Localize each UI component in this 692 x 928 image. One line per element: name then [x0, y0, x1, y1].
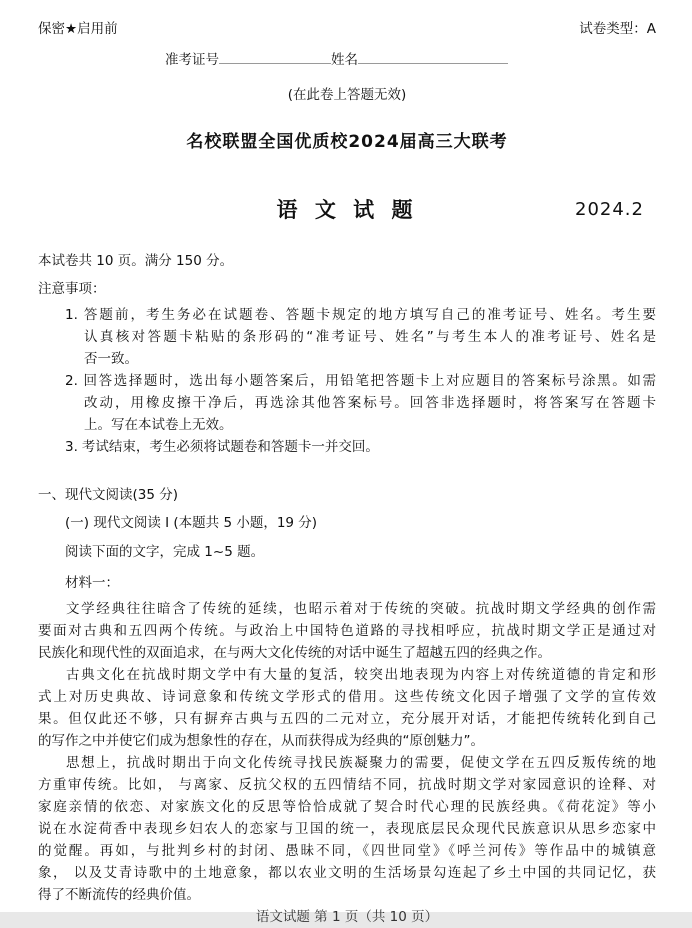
notice-line: 否一致。	[84, 351, 138, 367]
paragraph-line: 说在水淀荷香中表现乡妇农人的恋家与卫国的统一，表现底层民众现代民族意识从思乡恋家中	[38, 821, 656, 837]
material-paragraph-1	[38, 598, 656, 664]
notice-item-3	[65, 436, 656, 458]
notice-number: 1.	[65, 307, 78, 323]
notice-line-text: 回答选择题时，选出每小题答案后，用铅笔把答题卡上对应题目的答案标号涂黑。如需	[81, 373, 656, 389]
reading-instruction: 阅读下面的文字，完成 1~5 题。	[65, 544, 265, 560]
subject-title: 语 文 试 题	[276, 198, 418, 222]
paragraph-line: 家庭亲情的依恋、对家族文化的反思等恰恰成就了契合时代心理的民族经典。《荷花淀》等小	[38, 799, 656, 815]
notice-heading: 注意事项：	[38, 281, 106, 297]
notice-item-1	[65, 304, 656, 370]
candidate-fields-row	[165, 48, 656, 70]
notice-line: 上。写在本试卷上无效。	[84, 417, 233, 433]
material-paragraph-2	[38, 664, 656, 752]
page-footer-clipped	[38, 906, 656, 925]
name-field[interactable]	[358, 48, 508, 64]
paragraph-line: 要面对古典和五四两个传统。与政治上中国特色道路的寻找相呼应，抗战时期文学正是通过对	[38, 623, 656, 639]
secrecy-label: 保密★启用前	[38, 21, 118, 37]
paragraph-line: 方重审传统。比如， 与离家、反抗父权的五四情结不同，抗战时期文学对家园意识的诠释、对	[38, 777, 656, 793]
section-one-heading: 一、现代文阅读(35 分)	[38, 487, 179, 503]
admission-number-field[interactable]	[219, 48, 331, 64]
subject-row	[38, 196, 656, 224]
invalid-answer-note: (在此卷上答题无效)	[287, 87, 407, 103]
material-one-label: 材料一：	[65, 575, 119, 591]
notice-line	[65, 436, 656, 458]
name-label: 姓名	[331, 52, 358, 68]
material-paragraph-3	[38, 752, 656, 906]
exam-date: 2024.2	[575, 199, 644, 220]
paragraph-line: 思想上，抗战时期出于向文化传统寻找民族凝聚力的需要，促使文学在五四反叛传统的地	[66, 755, 656, 771]
notice-list	[65, 304, 656, 458]
paragraph-line: 的写作之中并使它们成为想象性的存在，从而获得成为经典的“原创魅力”。	[38, 733, 484, 749]
paper-info: 本试卷共 10 页。满分 150 分。	[38, 253, 234, 269]
paragraph-line: 得了不断流传的经典价值。	[38, 887, 200, 903]
section-one-subheading: (一) 现代文阅读 Ⅰ (本题共 5 小题，19 分)	[65, 515, 318, 531]
paper-type-label: 试卷类型：A	[579, 21, 656, 37]
admission-number-label: 准考证号	[165, 52, 219, 68]
notice-number: 2.	[65, 373, 78, 389]
paragraph-line: 民族化和现代性的双面追求，在与两大文化传统的对话中诞生了超越五四的经典之作。	[38, 645, 551, 661]
paragraph-line: 的觉醒。再如，与批判乡村的封闭、愚昧不同，《四世同堂》《呼兰河传》等作品中的城镇意	[38, 843, 656, 859]
notice-line: 认真核对答题卡粘贴的条形码的“准考证号、姓名”与考生本人的准考证号、姓名是	[84, 329, 656, 345]
notice-line-text: 考试结束，考生必须将试题卷和答题卡一并交回。	[81, 439, 379, 455]
notice-number: 3.	[65, 439, 78, 455]
notice-line-text: 答题前，考生务必在试题卷、答题卡规定的地方填写自己的准考证号、姓名。考生要	[81, 307, 656, 323]
notice-line	[65, 304, 656, 326]
paragraph-line: 式上对历史典故、诗词意象和传统文学形式的借用。这些传统文化因子增强了文学的宣传效	[38, 689, 656, 705]
notice-line	[65, 370, 656, 392]
paragraph-line: 象， 以及艾青诗歌中的土地意象，都以农业文明的生活场景勾连起了乡土中国的共同记忆，获	[38, 865, 656, 881]
notice-item-2	[65, 370, 656, 436]
exam-title: 名校联盟全国优质校2024届高三大联考	[186, 132, 508, 152]
notice-line: 改动，用橡皮擦干净后，再选涂其他答案标号。回答非选择题时，将答案写在答题卡	[84, 395, 656, 411]
paragraph-line: 果。但仅此还不够，只有摒弃古典与五四的二元对立，充分展开对话，才能把传统转化到自己	[38, 711, 656, 727]
page-footer-text: 语文试题 第 1 页（共 10 页）	[255, 909, 439, 925]
paragraph-line: 古典文化在抗战时期文学中有大量的复活，较突出地表现为内容上对传统道德的肯定和形	[66, 667, 656, 683]
header-row	[38, 18, 656, 40]
paragraph-line: 文学经典往往暗含了传统的延续，也昭示着对于传统的突破。抗战时期文学经典的创作需	[66, 601, 656, 617]
